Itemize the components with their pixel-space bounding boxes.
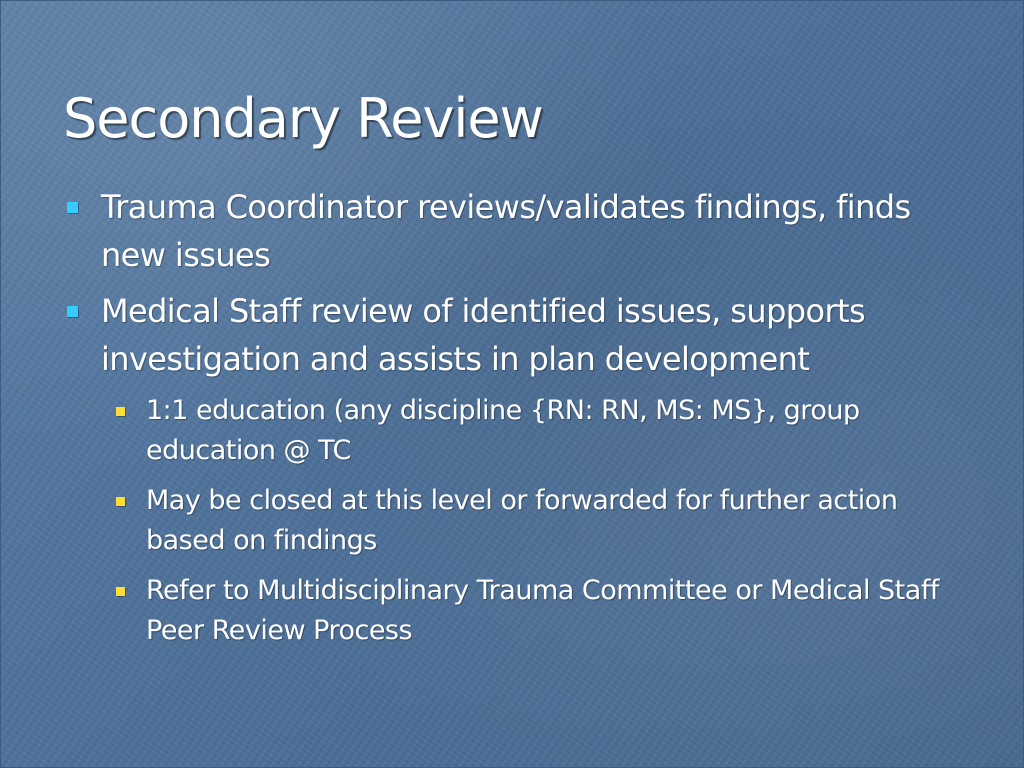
bullet-text: Trauma Coordinator reviews/validates findings, finds new issues — [101, 188, 911, 274]
sub-bullet-text: 1:1 education (any discipline {RN: RN, MS: MS}, group education @ TC — [146, 395, 860, 466]
square-bullet-icon — [116, 587, 125, 596]
square-bullet-icon — [116, 497, 125, 506]
sub-bullet-list — [109, 391, 963, 651]
sub-bullet-text: May be closed at this level or forwarded for further action based on findings — [146, 485, 898, 556]
bullet-text: Medical Staff review of identified issues, supports investigation and assists in plan development — [101, 292, 866, 378]
sub-bullet-text: Refer to Multidisciplinary Trauma Committee or Medical Staff Peer Review Process — [146, 575, 939, 646]
square-bullet-icon — [67, 306, 78, 317]
bullet-item — [63, 287, 963, 383]
slide-body — [63, 183, 963, 661]
bullet-item — [63, 183, 963, 279]
slide-title: Secondary Review — [63, 87, 543, 150]
sub-bullet-item — [109, 571, 963, 651]
square-bullet-icon — [116, 407, 125, 416]
sub-bullet-item — [109, 391, 963, 471]
square-bullet-icon — [67, 202, 78, 213]
sub-bullet-item — [109, 481, 963, 561]
